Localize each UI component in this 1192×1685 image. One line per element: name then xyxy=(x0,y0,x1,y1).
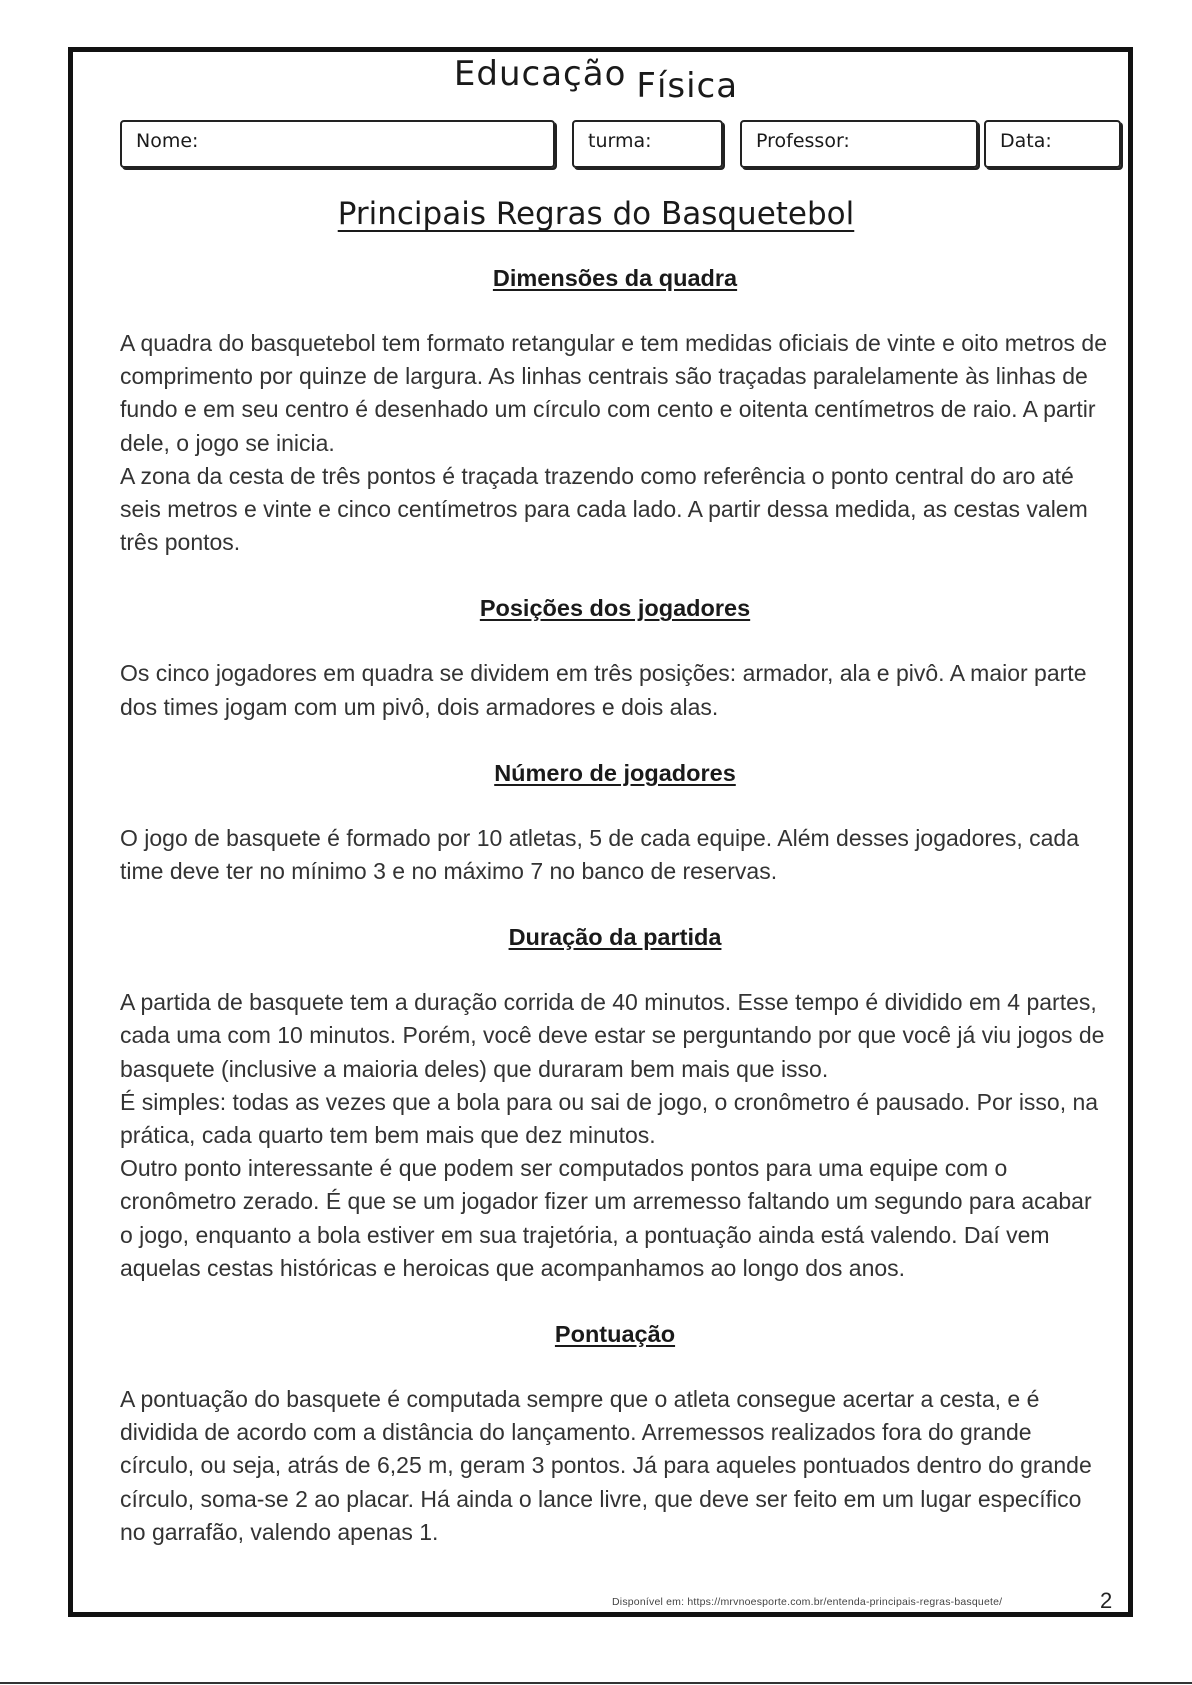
section-heading: Pontuação xyxy=(554,1321,676,1348)
data-field[interactable] xyxy=(984,120,1121,168)
nome-field[interactable] xyxy=(120,120,555,168)
paragraph: A partida de basquete tem a duração corrida de 40 minutos. Esse tempo é dividido em 4 partes, cada uma com 10 minutos. Porém, você deve estar se perguntando por que você já viu jogos de basquete (inclusive a maioria deles) que duraram bem mais que isso. xyxy=(120,989,1105,1082)
paragraph: Outro ponto interessante é que podem ser computados pontos para uma equipe com o cronômetro zerado. É que se um jogador fizer um arremesso faltando um segundo para acabar o jogo, enquanto a bola estiver em sua trajetória, a pontuação ainda está valendo. Daí vem aquelas cestas históricas e heroicas que acompanhamos ao longo dos anos. xyxy=(120,1155,1092,1281)
professor-label: Professor: xyxy=(756,130,850,152)
section-heading: Número de jogadores xyxy=(494,759,736,786)
page-number: 2 xyxy=(1100,1588,1113,1613)
document-title: Principais Regras do Basquetebol xyxy=(337,196,855,232)
section-heading: Dimensões da quadra xyxy=(492,265,738,291)
paragraph: É simples: todas as vezes que a bola para ou sai de jogo, o cronômetro é pausado. Por isso, na prática, cada quarto tem bem mais que dez minutos. xyxy=(120,1088,1099,1149)
section-heading: Posições dos jogadores xyxy=(479,595,751,622)
data-label: Data: xyxy=(1000,130,1052,152)
professor-field[interactable] xyxy=(740,120,978,168)
source-citation: Disponível em: https://mrvnoesporte.com.br/entenda-principais-regras-basquete/ xyxy=(612,1596,1003,1608)
paragraph: A zona da cesta de três pontos é traçada trazendo como referência o ponto central do aro até seis metros e vinte e cinco centímetros para cada lado. A partir dessa medida, as cestas valem três pontos. xyxy=(120,462,1088,556)
paragraph: A quadra do basquetebol tem formato retangular e tem medidas oficiais de vinte e oito metros de comprimento por quinze de largura. As linhas centrais são traçadas paralelamente às linhas de fundo e em seu centro é desenhado um círculo com cento e oitenta centímetros de raio. A partir dele, o jogo se inicia. xyxy=(120,330,1108,456)
paragraph: O jogo de basquete é formado por 10 atletas, 5 de cada equipe. Além desses jogadores, cada time deve ter no mínimo 3 e no máximo 7 no banco de reservas. xyxy=(120,824,1079,885)
subject-title-word-1: Educação xyxy=(453,54,627,94)
document-body xyxy=(120,262,1110,1549)
turma-label: turma: xyxy=(588,130,652,152)
paragraph: A pontuação do basquete é computada sempre que o atleta consegue acertar a cesta, e é dividida de acordo com a distância do lançamento. Arremessos realizados fora do grande círculo, ou seja, atrás de 6,25 m, geram 3 pontos. Já para aqueles pontuados dentro do grande círculo, soma-se 2 ao placar. Há ainda o lance livre, que deve ser feito em um lugar específico no garrafão, valendo apenas 1. xyxy=(120,1386,1092,1545)
nome-label: Nome: xyxy=(136,130,199,152)
subject-title-word-2: Física xyxy=(636,66,739,106)
subject-title xyxy=(0,54,1192,106)
section-heading: Duração da partida xyxy=(508,924,722,951)
bottom-divider xyxy=(0,1682,1192,1684)
paragraph: Os cinco jogadores em quadra se dividem em três posições: armador, ala e pivô. A maior parte dos times jogam com um pivô, dois armadores e dois alas. xyxy=(120,660,1087,720)
turma-field[interactable] xyxy=(572,120,723,168)
